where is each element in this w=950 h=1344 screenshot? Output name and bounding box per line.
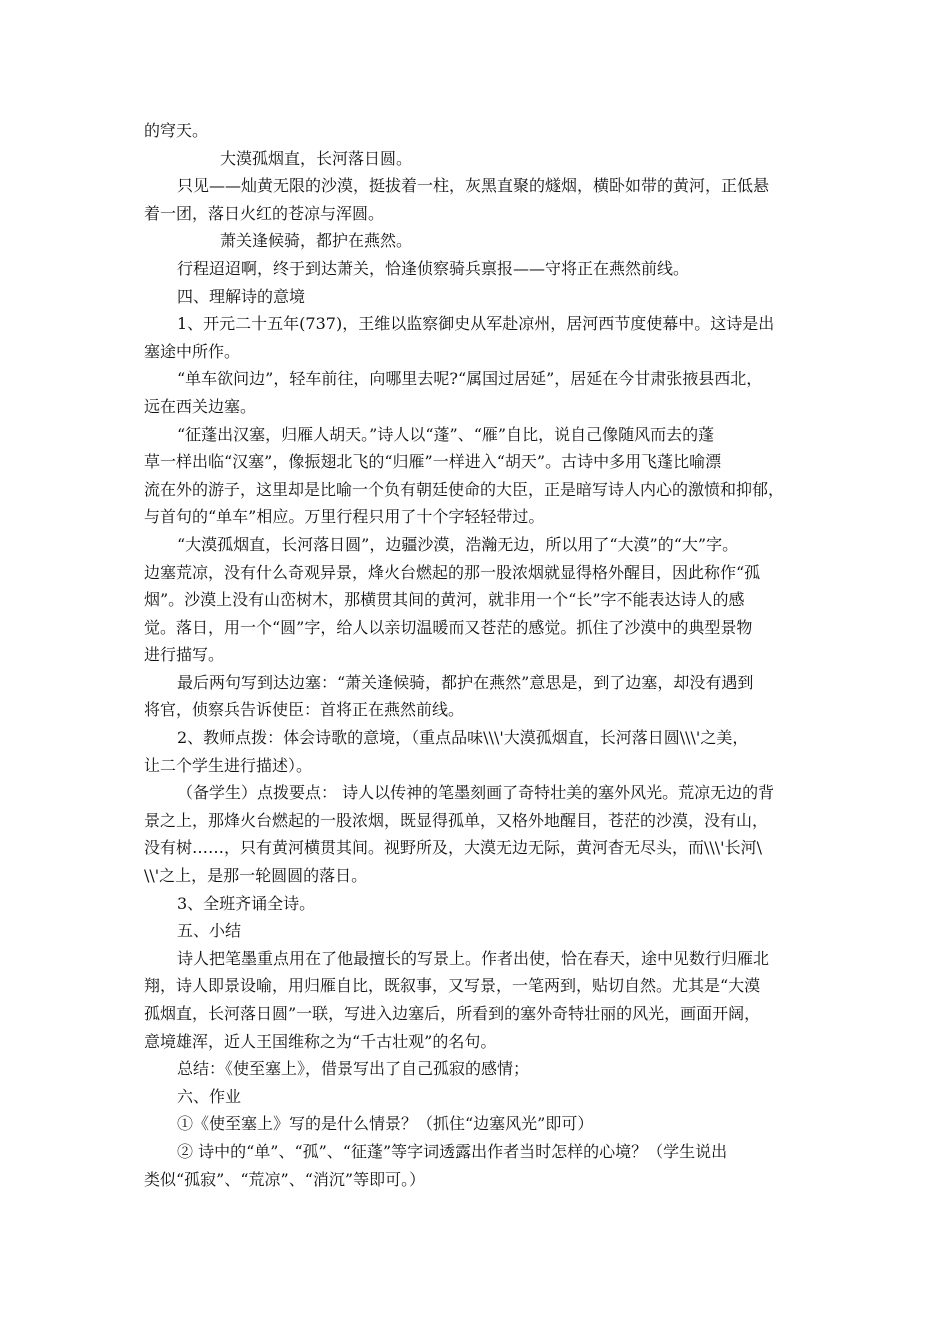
section-heading: 四、理解诗的意境 (177, 286, 306, 306)
text-line: 诗人把笔墨重点用在了他最擅长的写景上。作者出使，恰在春天，途中见数行归雁北 (177, 948, 770, 968)
section-heading: 六、作业 (177, 1086, 242, 1106)
text-line: 流在外的游子，这里却是比喻一个负有朝廷使命的大臣，正是暗写诗人内心的激愤和抑郁， (144, 479, 785, 499)
text-line: 翔，诗人即景设喻，用归雁自比，既叙事，又写景，一笔两到，贴切自然。尤其是“大漠 (144, 976, 761, 996)
text-line: 着一团，落日火红的苍凉与浑圆。 (144, 203, 385, 223)
text-line: “单车欲问边”，轻车前往，向哪里去呢?“属国过居延”，居延在今甘肃张掖县西北， (177, 369, 763, 389)
text-line: 将官，侦察兵告诉使臣：首将正在燕然前线。 (144, 700, 465, 720)
text-line: 意境雄浑，近人王国维称之为“千古壮观”的名句。 (144, 1031, 497, 1051)
text-line: 没有树……，只有黄河横贯其间。视野所及，大漠无边无际，黄河杳无尽头，而\\\'长河\ (144, 838, 762, 858)
text-line: \\'之上，是那一轮圆圆的落日。 (144, 866, 368, 886)
text-line: （备学生）点拨要点： 诗人以传神的笔墨刻画了奇特壮美的塞外风光。荒凉无边的背 (177, 783, 775, 803)
text-line: 只见——灿黄无限的沙漠，挺拔着一柱，灰黑直聚的燧烟，横卧如带的黄河，正低悬 (177, 176, 770, 196)
text-line: 草一样出临“汉塞”，像振翅北飞的“归雁”一样进入“胡天”。古诗中多用飞蓬比喻漂 (144, 452, 722, 472)
text-line: 塞途中所作。 (144, 341, 241, 361)
text-line: 孤烟直，长河落日圆”一联，写进入边塞后，所看到的塞外奇特壮丽的风光，画面开阔， (144, 1004, 761, 1023)
text-line: 1、开元二十五年(737)，王维以监察御史从军赴凉州，居河西节度使幕中。这诗是出 (177, 314, 775, 334)
text-line: 总结：《使至塞上》，借景写出了自己孤寂的感情； (177, 1059, 530, 1079)
text-line: 与首句的“单车”相应。万里行程只用了十个字轻轻带过。 (144, 507, 545, 527)
homework-item: ①《使至塞上》写的是什么情景？（抓住“边塞风光”即可） (177, 1114, 594, 1134)
homework-item: ② 诗中的“单”、“孤”、“征蓬”等字词透露出作者当时怎样的心境？（学生说出 (177, 1141, 728, 1161)
text-line: 2、教师点拨：体会诗歌的意境，（重点品味\\\'大漠孤烟直，长河落日圆\\\'之美， (177, 728, 749, 748)
text-line: 的穹天。 (144, 121, 209, 140)
text-line: 景之上，那烽火台燃起的一股浓烟，既显得孤单，又格外地醒目，苍茫的沙漠，没有山， (144, 810, 769, 830)
text-line: 最后两句写到达边塞：“萧关逢候骑，都护在燕然”意思是，到了边塞，却没有遇到 (177, 672, 754, 692)
poem-line: 萧关逢候骑，都护在燕然。 (220, 231, 413, 251)
text-line: 边塞荒凉，没有什么奇观异景，烽火台燃起的那一股浓烟就显得格外醒目，因此称作“孤 (144, 562, 761, 582)
section-heading: 五、小结 (177, 921, 242, 941)
document-page (144, 117, 816, 1193)
text-line: 烟”。沙漠上没有山峦树木，那横贯其间的黄河，就非用一个“长”字不能表达诗人的感 (144, 590, 745, 610)
text-line: 3、全班齐诵全诗。 (177, 893, 316, 913)
text-line: 让二个学生进行描述）。 (144, 755, 313, 775)
text-line: “征蓬出汉塞，归雁人胡天。”诗人以“蓬”、“雁”自比，说自己像随风而去的蓬 (177, 424, 715, 444)
text-line: 行程迢迢啊，终于到达萧关，恰逢侦察骑兵禀报——守将正在燕然前线。 (177, 258, 690, 278)
text-line: 远在西关边塞。 (144, 396, 257, 416)
text-line: 类似“孤寂”、“荒凉”、“消沉”等即可。） (144, 1169, 426, 1189)
text-line: 觉。落日，用一个“圆”字，给人以亲切温暖而又苍茫的感觉。抓住了沙漠中的典型景物 (144, 617, 753, 637)
text-line: 进行描写。 (144, 645, 225, 665)
text-line: “大漠孤烟直，长河落日圆”，边疆沙漠，浩瀚无边，所以用了“大漠”的“大”字。 (177, 534, 739, 554)
poem-line: 大漠孤烟直，长河落日圆。 (220, 148, 413, 168)
